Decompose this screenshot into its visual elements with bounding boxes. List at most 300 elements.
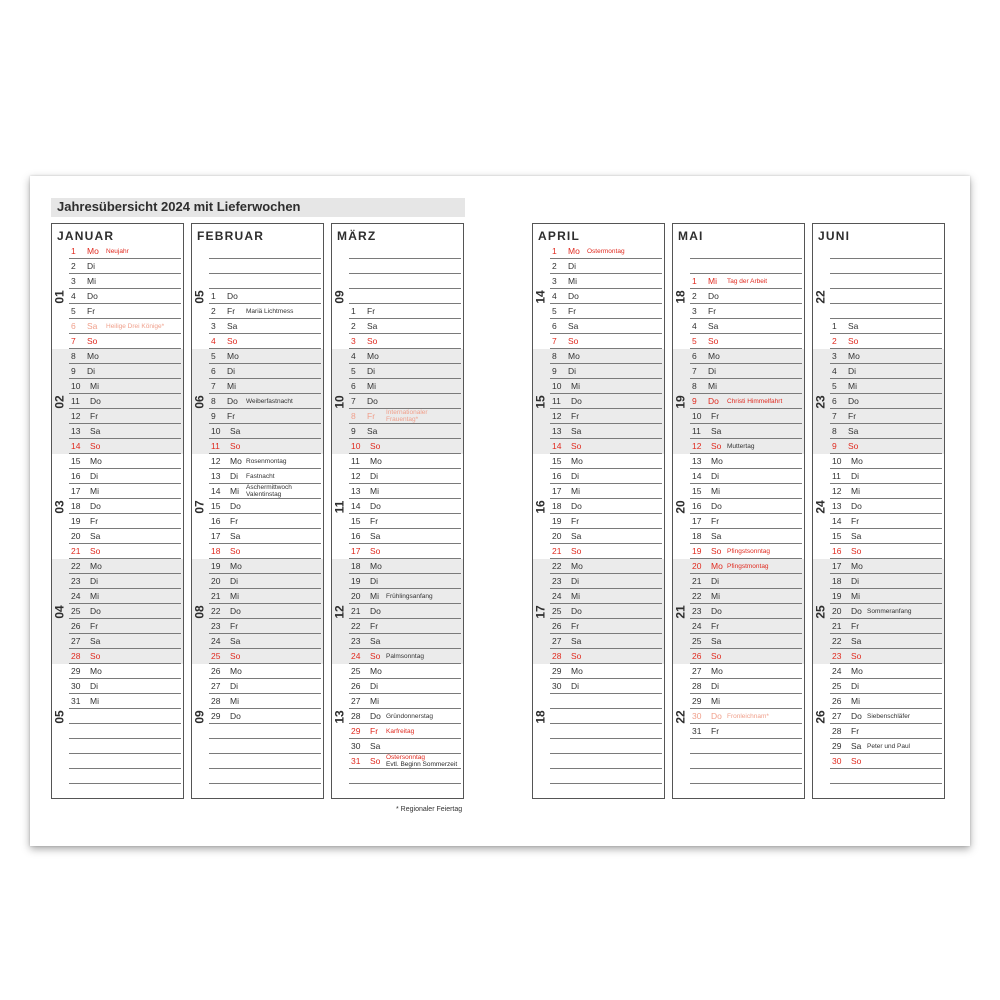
day-row <box>192 544 323 559</box>
day-number: 26 <box>552 621 562 631</box>
day-row <box>192 724 323 739</box>
day-number: 11 <box>552 396 561 406</box>
day-number: 2 <box>552 261 557 271</box>
day-number: 18 <box>211 546 221 556</box>
holiday-label <box>246 484 292 498</box>
holiday-label-line: Sommeranfang <box>867 608 912 615</box>
day-number: 20 <box>211 576 221 586</box>
day-row <box>533 349 664 364</box>
day-row <box>533 484 664 499</box>
day-row <box>813 259 944 274</box>
day-row <box>533 694 664 709</box>
day-number: 3 <box>692 306 697 316</box>
weekday: Sa <box>571 636 582 646</box>
week-number: 16 <box>533 499 548 514</box>
week-number: 05 <box>192 289 207 304</box>
day-row <box>52 604 183 619</box>
day-row <box>52 724 183 739</box>
day-number: 23 <box>351 636 361 646</box>
week-number: 15 <box>533 394 548 409</box>
day-row <box>673 739 804 754</box>
holiday-label-line: Fastnacht <box>246 473 275 480</box>
day-row <box>813 304 944 319</box>
day-number: 21 <box>832 621 842 631</box>
day-row <box>52 439 183 454</box>
weekday: Mi <box>708 381 717 391</box>
weekday: Mo <box>230 456 242 466</box>
day-number: 2 <box>71 261 76 271</box>
holiday-label-line: Neujahr <box>106 248 129 255</box>
weekday: Do <box>848 396 859 406</box>
day-row <box>673 619 804 634</box>
day-number: 7 <box>211 381 216 391</box>
day-number: 18 <box>832 576 842 586</box>
holiday-label <box>106 323 164 330</box>
weekday: Mi <box>90 696 99 706</box>
weekday: Fr <box>571 621 580 631</box>
day-number: 18 <box>351 561 361 571</box>
month-header: FEBRUAR <box>197 229 265 243</box>
day-row <box>673 709 804 724</box>
day-row <box>332 274 463 289</box>
month-header: APRIL <box>538 229 580 243</box>
day-row <box>673 244 804 259</box>
weekday: Mo <box>230 666 242 676</box>
weekday: Mo <box>87 246 99 256</box>
day-number: 17 <box>351 546 361 556</box>
day-number: 19 <box>832 591 842 601</box>
day-row <box>332 304 463 319</box>
day-row <box>813 529 944 544</box>
day-number: 24 <box>832 666 842 676</box>
day-row <box>533 394 664 409</box>
day-row <box>52 379 183 394</box>
weekday: Do <box>90 396 101 406</box>
weekday: Mi <box>370 696 379 706</box>
weekday: Mi <box>571 486 580 496</box>
day-row <box>533 364 664 379</box>
holiday-label-line: Frühlingsanfang <box>386 593 433 600</box>
holiday-label-line: Palmsonntag <box>386 653 424 660</box>
day-row <box>533 709 664 724</box>
day-row <box>533 334 664 349</box>
week-number: 23 <box>813 394 828 409</box>
weekday: Di <box>848 366 857 376</box>
weekday: Fr <box>227 306 236 316</box>
day-number: 14 <box>71 441 81 451</box>
day-row <box>52 559 183 574</box>
weekday: Mi <box>227 381 236 391</box>
day-number: 12 <box>71 411 81 421</box>
day-number: 18 <box>71 501 81 511</box>
weekday: Fr <box>848 411 857 421</box>
day-row <box>52 409 183 424</box>
day-row <box>813 379 944 394</box>
day-row <box>533 379 664 394</box>
day-row <box>813 739 944 754</box>
weekday: Mo <box>571 561 583 571</box>
weekday: Mi <box>851 591 860 601</box>
day-row <box>673 319 804 334</box>
day-row <box>673 349 804 364</box>
weekday: Di <box>230 471 239 481</box>
weekday: Sa <box>230 636 241 646</box>
day-row <box>332 604 463 619</box>
day-row <box>673 424 804 439</box>
weekday: So <box>711 441 722 451</box>
day-row <box>192 409 323 424</box>
holiday-label <box>386 713 433 720</box>
day-number: 19 <box>692 546 702 556</box>
day-row <box>673 604 804 619</box>
day-number: 10 <box>692 411 702 421</box>
day-number: 29 <box>832 741 842 751</box>
day-number: 11 <box>692 426 701 436</box>
day-row <box>813 754 944 769</box>
weekday: Fr <box>367 411 376 421</box>
day-number: 8 <box>71 351 76 361</box>
day-row <box>673 559 804 574</box>
day-row <box>332 589 463 604</box>
day-row <box>533 634 664 649</box>
day-number: 8 <box>692 381 697 391</box>
weekday: Di <box>711 681 720 691</box>
day-number: 20 <box>552 531 562 541</box>
day-row <box>673 439 804 454</box>
weekday: Sa <box>90 426 101 436</box>
row-line <box>550 783 662 784</box>
weekday: So <box>370 441 381 451</box>
weekday: Mi <box>370 486 379 496</box>
day-row <box>813 349 944 364</box>
weekday: So <box>370 756 381 766</box>
weekday: So <box>367 336 378 346</box>
day-row <box>673 724 804 739</box>
day-number: 19 <box>552 516 562 526</box>
weekday: So <box>571 651 582 661</box>
weekday: So <box>90 546 101 556</box>
week-number: 09 <box>192 709 207 724</box>
day-number: 8 <box>552 351 557 361</box>
weekday: Mi <box>90 591 99 601</box>
day-row <box>813 769 944 784</box>
day-number: 22 <box>552 561 562 571</box>
day-row <box>533 619 664 634</box>
day-row <box>533 514 664 529</box>
day-row <box>192 424 323 439</box>
day-row <box>192 664 323 679</box>
day-row <box>673 649 804 664</box>
weekday: Do <box>230 606 241 616</box>
title-bar <box>51 198 465 217</box>
day-row <box>533 289 664 304</box>
day-number: 5 <box>351 366 356 376</box>
day-number: 7 <box>552 336 557 346</box>
weekday: Mo <box>571 666 583 676</box>
holiday-label-line: Internationaler <box>386 409 428 416</box>
day-row <box>192 619 323 634</box>
day-row <box>813 244 944 259</box>
day-row <box>52 364 183 379</box>
day-row <box>52 349 183 364</box>
holiday-label-line: Frauentag* <box>386 416 419 423</box>
day-number: 1 <box>211 291 216 301</box>
day-row <box>332 769 463 784</box>
weekday: Mo <box>90 666 102 676</box>
day-row <box>192 739 323 754</box>
month-column <box>532 223 665 799</box>
day-number: 14 <box>211 486 221 496</box>
day-row <box>813 274 944 289</box>
day-number: 20 <box>71 531 81 541</box>
weekday: Fr <box>851 516 860 526</box>
day-number: 9 <box>832 441 837 451</box>
day-number: 1 <box>71 246 76 256</box>
day-number: 17 <box>692 516 702 526</box>
day-number: 2 <box>832 336 837 346</box>
day-number: 10 <box>351 441 361 451</box>
week-number: 10 <box>332 394 347 409</box>
day-number: 9 <box>552 366 557 376</box>
day-row <box>52 244 183 259</box>
holiday-label <box>246 458 286 465</box>
holiday-label-line: Ostermontag <box>587 248 625 255</box>
day-number: 4 <box>351 351 356 361</box>
weekday: Di <box>711 471 720 481</box>
day-row <box>673 634 804 649</box>
month-header: MÄRZ <box>337 229 377 243</box>
day-row <box>332 694 463 709</box>
holiday-label-line: Karfreitag <box>386 728 415 735</box>
weekday: Di <box>708 366 717 376</box>
month-column <box>331 223 464 799</box>
day-row <box>192 499 323 514</box>
day-number: 15 <box>351 516 361 526</box>
day-row <box>813 469 944 484</box>
day-row <box>673 289 804 304</box>
day-number: 29 <box>552 666 562 676</box>
weekday: Fr <box>230 516 239 526</box>
holiday-label-line: Weiberfastnacht <box>246 398 293 405</box>
day-number: 28 <box>351 711 361 721</box>
day-row <box>533 244 664 259</box>
weekday: So <box>851 651 862 661</box>
weekday: Mo <box>370 666 382 676</box>
weekday: Mi <box>90 486 99 496</box>
day-row <box>813 454 944 469</box>
day-number: 16 <box>832 546 842 556</box>
day-row <box>192 364 323 379</box>
day-number: 28 <box>832 726 842 736</box>
weekday: Di <box>571 576 580 586</box>
day-row <box>673 379 804 394</box>
holiday-label <box>727 398 782 405</box>
day-number: 1 <box>351 306 356 316</box>
holiday-label <box>246 473 275 480</box>
day-number: 5 <box>71 306 76 316</box>
holiday-label <box>386 409 428 423</box>
day-number: 31 <box>71 696 81 706</box>
day-row <box>533 274 664 289</box>
day-row <box>673 499 804 514</box>
day-number: 10 <box>832 456 842 466</box>
day-number: 9 <box>692 396 697 406</box>
weekday: Di <box>568 366 577 376</box>
day-row <box>533 754 664 769</box>
weekday: Fr <box>90 411 99 421</box>
week-number: 08 <box>192 604 207 619</box>
weekday: Sa <box>90 636 101 646</box>
day-row <box>813 394 944 409</box>
holiday-label-line: Rosenmontag <box>246 458 287 465</box>
weekday: Fr <box>711 411 720 421</box>
weekday: Mi <box>568 276 577 286</box>
day-row <box>673 514 804 529</box>
weekday: So <box>230 546 241 556</box>
weekday: So <box>848 441 859 451</box>
day-number: 15 <box>211 501 221 511</box>
week-number: 18 <box>533 709 548 724</box>
day-row <box>533 319 664 334</box>
weekday: Do <box>711 501 722 511</box>
day-row <box>52 424 183 439</box>
day-row <box>332 334 463 349</box>
day-number: 28 <box>211 696 221 706</box>
day-number: 25 <box>351 666 361 676</box>
day-row <box>673 574 804 589</box>
weekday: Fr <box>227 411 236 421</box>
day-number: 27 <box>351 696 361 706</box>
week-number: 12 <box>332 604 347 619</box>
weekday: Di <box>370 576 379 586</box>
day-row <box>52 709 183 724</box>
weekday: Di <box>851 576 860 586</box>
day-number: 25 <box>211 651 221 661</box>
weekday: Di <box>370 681 379 691</box>
week-number: 09 <box>332 289 347 304</box>
day-row <box>813 439 944 454</box>
weekday: Mi <box>708 276 717 286</box>
month-column <box>672 223 805 799</box>
weekday: Sa <box>851 636 862 646</box>
weekday: Di <box>568 261 577 271</box>
holiday-label-line: Ostersonntag <box>386 754 426 761</box>
weekday: Do <box>370 606 381 616</box>
weekday: Mo <box>848 351 860 361</box>
day-row <box>673 664 804 679</box>
day-row <box>533 469 664 484</box>
day-row <box>673 529 804 544</box>
day-number: 14 <box>692 471 702 481</box>
weekday: Mi <box>711 486 720 496</box>
day-number: 17 <box>832 561 842 571</box>
weekday: So <box>851 546 862 556</box>
weekday: Mi <box>851 486 860 496</box>
weekday: Do <box>711 606 722 616</box>
weekday: So <box>711 546 722 556</box>
row-line <box>349 783 461 784</box>
weekday: Mo <box>370 456 382 466</box>
day-number: 2 <box>692 291 697 301</box>
day-row <box>813 679 944 694</box>
day-number: 7 <box>832 411 837 421</box>
weekday: Do <box>851 501 862 511</box>
day-row <box>673 334 804 349</box>
day-number: 26 <box>211 666 221 676</box>
day-number: 22 <box>692 591 702 601</box>
day-row <box>192 694 323 709</box>
day-row <box>813 649 944 664</box>
weekday: Do <box>367 396 378 406</box>
day-row <box>332 439 463 454</box>
holiday-label-line: Evtl. Beginn Sommerzeit <box>386 761 458 768</box>
day-row <box>533 304 664 319</box>
day-row <box>52 634 183 649</box>
weekday: Do <box>370 501 381 511</box>
day-number: 15 <box>71 456 81 466</box>
day-number: 6 <box>211 366 216 376</box>
weekday: Mo <box>711 456 723 466</box>
weekday: Fr <box>90 621 99 631</box>
day-number: 29 <box>692 696 702 706</box>
day-number: 22 <box>351 621 361 631</box>
holiday-label <box>246 308 293 315</box>
day-number: 3 <box>71 276 76 286</box>
day-row <box>52 319 183 334</box>
day-row <box>192 589 323 604</box>
day-number: 13 <box>692 456 702 466</box>
day-number: 21 <box>351 606 361 616</box>
weekday: So <box>370 651 381 661</box>
weekday: Fr <box>708 306 717 316</box>
day-row <box>673 454 804 469</box>
weekday: Mi <box>87 276 96 286</box>
day-number: 14 <box>832 516 842 526</box>
day-number: 15 <box>692 486 702 496</box>
day-row <box>332 724 463 739</box>
weekday: Mi <box>571 591 580 601</box>
holiday-label-line: Pfingstsonntag <box>727 548 771 555</box>
weekday: Di <box>87 261 96 271</box>
day-row <box>533 499 664 514</box>
day-number: 13 <box>832 501 842 511</box>
row-line <box>69 783 181 784</box>
day-row <box>332 754 463 769</box>
day-row <box>192 454 323 469</box>
day-number: 24 <box>211 636 221 646</box>
day-row <box>332 454 463 469</box>
weekday: Mi <box>367 381 376 391</box>
day-row <box>673 484 804 499</box>
day-row <box>192 259 323 274</box>
day-number: 27 <box>71 636 81 646</box>
weekday: Di <box>367 366 376 376</box>
day-number: 11 <box>832 471 841 481</box>
day-row <box>192 319 323 334</box>
day-number: 23 <box>71 576 81 586</box>
day-number: 3 <box>211 321 216 331</box>
day-number: 14 <box>351 501 361 511</box>
day-number: 6 <box>832 396 837 406</box>
weekday: So <box>90 651 101 661</box>
week-number: 22 <box>813 289 828 304</box>
day-row <box>673 469 804 484</box>
holiday-label <box>386 754 457 768</box>
week-number: 05 <box>52 709 67 724</box>
day-row <box>332 364 463 379</box>
day-row <box>192 754 323 769</box>
weekday: Do <box>711 711 722 721</box>
